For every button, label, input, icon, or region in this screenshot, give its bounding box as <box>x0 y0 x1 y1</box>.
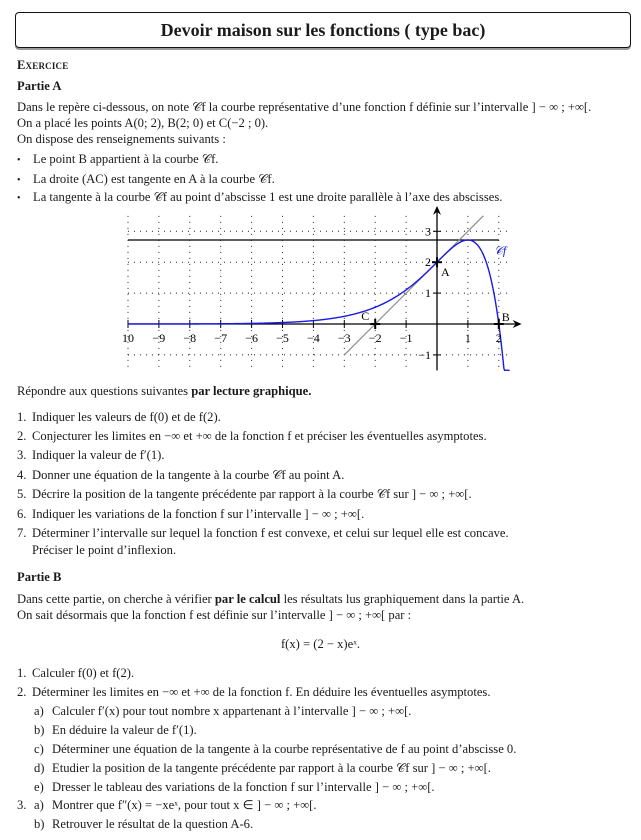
document-title: Devoir maison sur les fonctions ( type bac) <box>15 12 631 48</box>
partA-question-2: Conjecturer les limites en −∞ et +∞ de la fonction f et préciser les éventuelles asymptotes. <box>32 429 487 443</box>
y-tick-label: 1 <box>425 286 431 301</box>
subquestion-letter: a) <box>34 798 44 812</box>
partA-question-5: Décrire la position de la tangente précédente par rapport à la courbe 𝒞f sur ] − ∞ ; +∞[. <box>32 487 472 501</box>
instruction <box>17 384 311 399</box>
partB-question-2a: Calculer f′(x) pour tout nombre x appartenant à l’intervalle ] − ∞ ; +∞[. <box>52 704 412 718</box>
x-tick-label: 10 <box>122 331 134 345</box>
x-tick-label: −1 <box>399 331 413 345</box>
point-label: B <box>501 310 510 324</box>
partA-question-7-continuation: Préciser le point d’inflexion. <box>32 543 177 557</box>
partB-intro-1-a: Dans cette partie, on cherche à vérifier <box>17 592 215 606</box>
grid <box>128 216 510 371</box>
curve-label: 𝒞f <box>494 243 507 258</box>
question-number: 4. <box>17 468 27 482</box>
partB-question-2e: Dresser le tableau des variations de la fonction f sur l’intervalle ] − ∞ ; +∞[. <box>52 780 435 794</box>
subquestion-letter: e) <box>34 780 44 794</box>
question-number: 5. <box>17 487 27 501</box>
subquestion-letter: b) <box>34 723 45 737</box>
axes <box>128 206 522 371</box>
partB-question-2b: En déduire la valeur de f′(1). <box>52 723 197 737</box>
x-tick-label: −6 <box>245 331 258 345</box>
partA-intro-line-2: On a placé les points A(0; 2), B(2; 0) et C(−2 ; 0). <box>17 116 269 130</box>
curve-cf-path <box>128 240 510 370</box>
x-tick-label: 1 <box>464 331 471 345</box>
partA-question-6: Indiquer les variations de la fonction f sur l’intervalle ] − ∞ ; +∞[. <box>32 507 365 521</box>
y-tick-label: −1 <box>418 347 431 362</box>
partB-intro-1 <box>17 592 524 607</box>
partA-question-7: Déterminer l’intervalle sur lequel la fonction f est convexe, et celui sur lequel elle est concave. <box>32 526 509 540</box>
point-label: C <box>361 309 370 323</box>
instruction-bold: par lecture graphique. <box>191 384 312 398</box>
exercise-label: Exercice <box>17 58 69 72</box>
partB-question-3b: Retrouver le résultat de la question A-6. <box>52 817 254 831</box>
x-tick-label: −5 <box>276 331 289 345</box>
partA-intro-line-1: Dans le repère ci-dessous, on note 𝒞f la courbe représentative d’une fonction f définie sur l’intervalle ] − ∞ ; +∞[. <box>17 100 592 114</box>
x-tick-label: −7 <box>214 331 228 345</box>
info-bullet-3: La tangente à la courbe 𝒞f au point d’abscisse 1 est une droite parallèle à l’axe des abscisses. <box>33 190 503 204</box>
bullet-icon: • <box>17 155 21 166</box>
function-formula: f(x) = (2 − x)eˣ. <box>280 637 361 651</box>
partB-question-2c: Déterminer une équation de la tangente à la courbe représentative de f au point d’abscisse 0. <box>52 742 517 756</box>
point-A <box>432 257 450 279</box>
partA-question-3: Indiquer la valeur de f′(1). <box>32 448 165 462</box>
y-tick-label: 2 <box>425 255 431 270</box>
subquestion-letter: d) <box>34 761 45 775</box>
point-label: A <box>441 265 450 280</box>
partB-question-1: Calculer f(0) et f(2). <box>32 666 135 680</box>
partB-question-2d: Etudier la position de la tangente précédente par rapport à la courbe 𝒞f sur ] − ∞ ; +∞[. <box>52 761 491 775</box>
question-number: 1. <box>17 666 27 680</box>
partB-intro-1-bold: par le calcul <box>214 592 281 606</box>
info-bullet-2: La droite (AC) est tangente en A à la courbe 𝒞f. <box>33 172 275 186</box>
instruction-plain: Répondre aux questions suivantes <box>17 384 192 398</box>
x-tick-label: −9 <box>152 331 166 345</box>
partA-intro-line-3: On dispose des renseignements suivants : <box>17 132 226 146</box>
partB-heading: Partie B <box>17 570 62 584</box>
tangent-line-AC <box>344 216 483 355</box>
subquestion-letter: c) <box>34 742 44 756</box>
point-C <box>361 309 380 329</box>
question-number: 7. <box>17 526 27 540</box>
info-bullet-1: Le point B appartient à la courbe 𝒞f. <box>33 152 219 166</box>
partB-question-2: Déterminer les limites en −∞ et +∞ de la fonction f. En déduire les éventuelles asymptotes. <box>32 685 491 699</box>
question-number: 3. <box>17 798 27 812</box>
subquestion-letter: b) <box>34 817 45 831</box>
x-tick-label: −2 <box>368 331 382 345</box>
x-tick-label: 2 <box>495 331 502 345</box>
partB-intro-2: On sait désormais que la fonction f est définie sur l’intervalle ] − ∞ ; +∞[ par : <box>17 608 412 622</box>
curve-cf <box>128 240 510 370</box>
question-number: 1. <box>17 410 27 424</box>
x-tick-label: −8 <box>183 331 197 345</box>
partB-question-3a: Montrer que f″(x) = −xeˣ, pour tout x ∈ ] − ∞ ; +∞[. <box>52 798 317 812</box>
question-number: 2. <box>17 429 27 443</box>
partA-heading: Partie A <box>17 79 62 93</box>
question-number: 2. <box>17 685 27 699</box>
tangent-AC <box>344 216 483 355</box>
point-B <box>494 310 510 329</box>
partA-question-4: Donner une équation de la tangente à la courbe 𝒞f au point A. <box>32 468 345 482</box>
bullet-icon: • <box>17 175 21 186</box>
x-tick-label: −4 <box>307 331 320 345</box>
y-tick-label: 3 <box>425 224 431 239</box>
partA-question-1: Indiquer les valeurs de f(0) et de f(2). <box>32 410 221 424</box>
question-number: 3. <box>17 448 27 462</box>
subquestion-letter: a) <box>34 704 44 718</box>
bullet-icon: • <box>17 193 21 204</box>
partB-intro-1-b: les résultats lus graphiquement dans la partie A. <box>280 592 525 606</box>
function-graph <box>0 0 641 400</box>
x-tick-label: −3 <box>337 331 351 345</box>
question-number: 6. <box>17 507 27 521</box>
